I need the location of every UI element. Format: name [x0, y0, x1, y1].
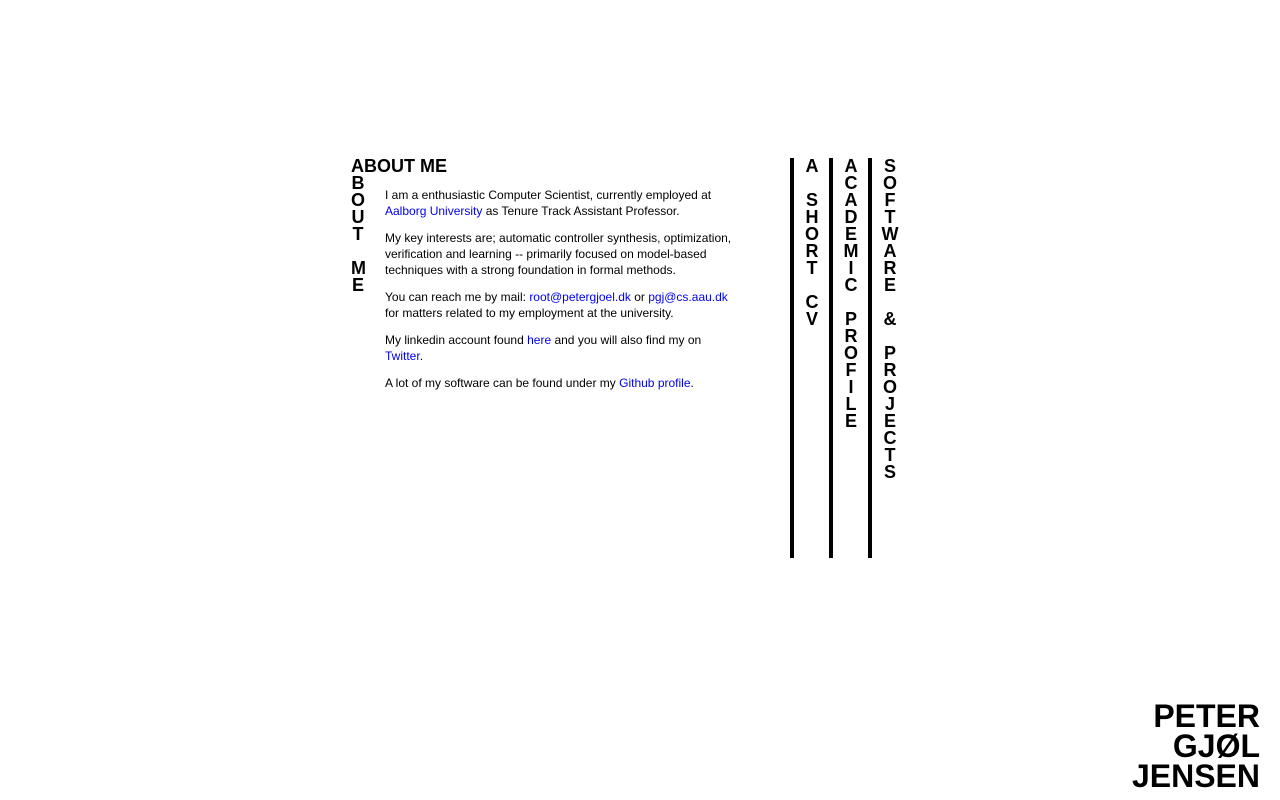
linkedin-link[interactable]: here	[527, 333, 552, 347]
tab-letter: C	[844, 173, 858, 193]
github-profile-link[interactable]: Github profile	[619, 376, 691, 390]
university-email-link[interactable]: pgj@cs.aau.dk	[648, 290, 728, 304]
text: I am a enthusiastic Computer Scientist, currently employed at	[385, 188, 712, 202]
tab-letter: I	[848, 258, 854, 278]
text: for matters related to my employment at the university.	[385, 306, 674, 320]
name-line: PETER	[1153, 698, 1260, 734]
tab-letter: P	[844, 309, 857, 329]
tab-letter: A	[844, 190, 858, 210]
tab-letter: J	[884, 394, 895, 414]
tab-letter: F	[845, 360, 857, 380]
tab-letter: T	[884, 207, 896, 227]
tab-letter: S	[883, 156, 896, 176]
tab-letter: W	[881, 224, 899, 244]
text: My linkedin account found	[385, 333, 528, 347]
text: as Tenure Track Assistant Professor.	[482, 204, 680, 218]
tab-label	[872, 158, 908, 481]
tab-letter: R	[805, 241, 819, 261]
site-owner-name	[1131, 698, 1260, 794]
tab-letter: A	[805, 156, 819, 176]
text: or	[630, 290, 649, 304]
text: .	[419, 349, 424, 363]
tab-letter: O	[882, 173, 897, 193]
tab-academic-profile[interactable]	[829, 156, 859, 558]
tab-letter: E	[883, 411, 896, 431]
tab-letter: D	[844, 207, 858, 227]
about-vertical-label	[351, 175, 365, 294]
text: A lot of my software can be found under my	[385, 376, 620, 390]
tab-letter: R	[883, 360, 897, 380]
tab-letter: C	[844, 275, 858, 295]
tab-letter: P	[883, 343, 896, 363]
tab-letter: A	[883, 241, 897, 261]
tab-letter: I	[848, 377, 854, 397]
text: You can reach me by mail:	[385, 290, 530, 304]
about-heading: ABOUT ME	[351, 156, 447, 176]
about-vertical-letter: B	[351, 173, 365, 193]
tab-letter: F	[884, 190, 896, 210]
tab-letter: O	[804, 224, 819, 244]
about-paragraph-software	[385, 375, 737, 391]
tab-letter: A	[844, 156, 858, 176]
tab-letter: M	[843, 241, 859, 261]
name-line: JENSEN	[1131, 758, 1260, 794]
tab-letter: V	[805, 309, 818, 329]
tab-letter: L	[845, 394, 857, 414]
tab-label	[833, 158, 869, 430]
tab-short-cv[interactable]	[790, 156, 819, 558]
about-vertical-letter: T	[352, 224, 364, 244]
tab-letter: C	[883, 428, 897, 448]
tab-label	[794, 158, 830, 328]
tab-letter: S	[883, 462, 896, 482]
about-paragraph-intro	[385, 187, 737, 219]
tab-letter: R	[883, 258, 897, 278]
tab-software-projects[interactable]	[868, 156, 899, 558]
about-paragraph-contact	[385, 289, 737, 321]
aalborg-university-link[interactable]: Aalborg University	[385, 204, 483, 218]
tab-letter: H	[805, 207, 819, 227]
about-vertical-letter: U	[351, 207, 365, 227]
tab-letter: S	[805, 190, 818, 210]
personal-email-link[interactable]: root@petergjoel.dk	[529, 290, 631, 304]
name-line: GJØL	[1172, 728, 1260, 764]
tab-letter: T	[884, 445, 896, 465]
tab-letter: E	[844, 224, 857, 244]
about-vertical-letter: E	[351, 275, 364, 295]
about-body	[385, 187, 737, 402]
twitter-link[interactable]: Twitter	[385, 349, 420, 363]
tab-letter: &	[883, 309, 897, 329]
tab-letter: R	[844, 326, 858, 346]
about-vertical-letter: O	[351, 190, 366, 210]
tab-letter: T	[806, 258, 818, 278]
tab-letter: E	[883, 275, 896, 295]
text: .	[690, 376, 694, 390]
tab-letter: O	[882, 377, 897, 397]
tab-letter: E	[844, 411, 857, 431]
about-paragraph-interests: My key interests are; automatic controller synthesis, optimization, verification and learning -- primarily focused on model-based techniques with a strong foundation in formal methods.	[385, 231, 732, 277]
about-vertical-letter: M	[351, 258, 366, 278]
about-paragraph-social	[385, 332, 737, 364]
text: and you will also find my on	[551, 333, 702, 347]
tab-letter: O	[843, 343, 858, 363]
tab-letter: C	[805, 292, 819, 312]
